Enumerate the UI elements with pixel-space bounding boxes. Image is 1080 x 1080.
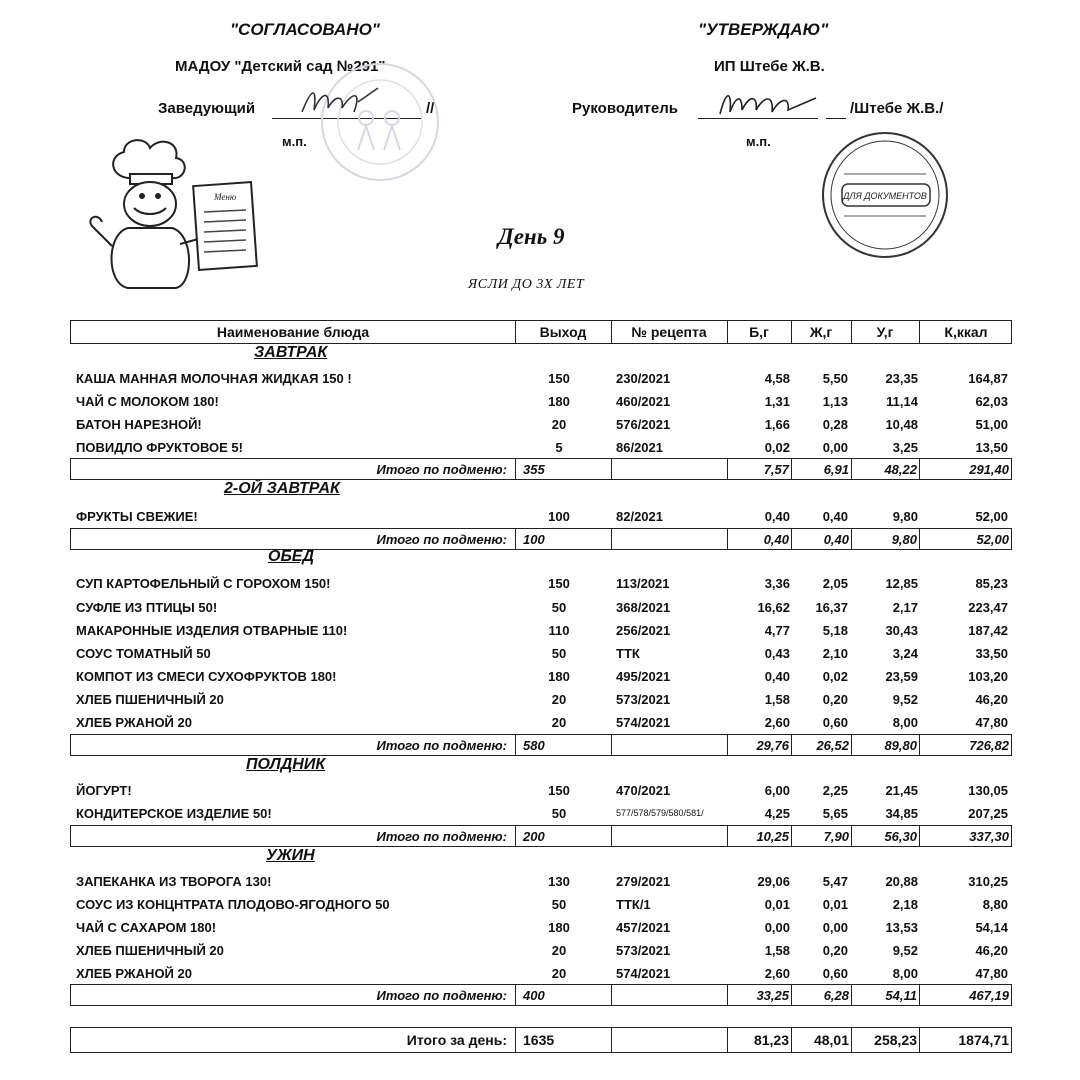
table-row <box>70 893 1012 915</box>
dish-protein: 4,25 <box>764 805 790 821</box>
total-empty <box>611 529 727 549</box>
table-row <box>70 390 1012 412</box>
dish-recipe: 573/2021 <box>616 691 671 707</box>
subtotal-row <box>70 458 1012 480</box>
table-row <box>70 802 1012 824</box>
total-k: 1874,71 <box>958 1032 1009 1048</box>
dish-fat: 0,01 <box>822 896 848 912</box>
dish-name: ХЛЕБ ПШЕНИЧНЫЙ 20 <box>76 942 224 958</box>
menu-table <box>70 0 1012 1080</box>
dish-carbs: 13,53 <box>885 919 918 935</box>
dish-name: ХЛЕБ РЖАНОЙ 20 <box>76 714 192 730</box>
dish-kcal: 46,20 <box>975 691 1008 707</box>
total-u: 56,30 <box>884 828 917 844</box>
dish-kcal: 62,03 <box>975 393 1008 409</box>
total-label: Итого по подменю: <box>376 987 507 1003</box>
dish-recipe: 574/2021 <box>616 965 671 981</box>
total-k: 467,19 <box>969 987 1009 1003</box>
dish-protein: 1,66 <box>764 416 790 432</box>
dish-carbs: 3,24 <box>892 645 918 661</box>
total-u: 89,80 <box>884 737 917 753</box>
dish-output: 110 <box>548 622 570 638</box>
dish-recipe: 573/2021 <box>616 942 671 958</box>
dish-fat: 2,25 <box>822 782 848 798</box>
dish-protein: 1,58 <box>764 942 790 958</box>
dish-name: ФРУКТЫ СВЕЖИЕ! <box>76 508 198 524</box>
dish-output: 180 <box>548 668 570 684</box>
section-title: ПОЛДНИК <box>246 756 326 773</box>
dish-kcal: 310,25 <box>968 873 1008 889</box>
dish-name: ХЛЕБ ПШЕНИЧНЫЙ 20 <box>76 691 224 707</box>
total-u: 9,80 <box>891 531 917 547</box>
total-z: 26,52 <box>816 737 849 753</box>
subtotal-row <box>70 825 1012 847</box>
dish-name: КОНДИТЕРСКОЕ ИЗДЕЛИЕ 50! <box>76 805 272 821</box>
dish-fat: 5,50 <box>822 370 848 386</box>
dish-protein: 0,43 <box>764 645 790 661</box>
dish-recipe: 368/2021 <box>616 599 671 615</box>
dish-fat: 0,40 <box>822 508 848 524</box>
dish-name: СОУС ИЗ КОНЦНТРАТА ПЛОДОВО-ЯГОДНОГО 50 <box>76 896 390 912</box>
dish-output: 150 <box>548 575 570 591</box>
total-out: 355 <box>523 461 545 477</box>
dish-name: СУП КАРТОФЕЛЬНЫЙ С ГОРОХОМ 150! <box>76 575 331 591</box>
total-empty <box>611 826 727 846</box>
total-label: Итого по подменю: <box>376 461 507 477</box>
dish-fat: 5,18 <box>822 622 848 638</box>
total-empty <box>611 735 727 755</box>
table-row <box>70 870 1012 892</box>
dish-protein: 2,60 <box>764 965 790 981</box>
dish-recipe: 113/2021 <box>616 575 670 591</box>
dish-output: 180 <box>548 919 570 935</box>
total-u: 48,22 <box>884 461 917 477</box>
total-u: 258,23 <box>874 1032 917 1048</box>
dish-protein: 4,77 <box>764 622 790 638</box>
total-u: 54,11 <box>885 987 917 1003</box>
dish-kcal: 33,50 <box>975 645 1008 661</box>
dish-protein: 16,62 <box>757 599 790 615</box>
total-b: 7,57 <box>763 461 789 477</box>
column-header-kcal: К,ккал <box>944 324 988 340</box>
subtotal-row <box>70 734 1012 756</box>
table-row <box>70 711 1012 733</box>
dish-name: ХЛЕБ РЖАНОЙ 20 <box>76 965 192 981</box>
dish-carbs: 9,52 <box>892 691 918 707</box>
dish-name: СОУС ТОМАТНЫЙ 50 <box>76 645 211 661</box>
total-out: 580 <box>523 737 545 753</box>
dish-protein: 0,01 <box>764 896 790 912</box>
approved-role: Руководитель <box>572 100 678 117</box>
menu-card-text: Меню <box>214 192 237 202</box>
table-row <box>70 505 1012 527</box>
table-row <box>70 779 1012 801</box>
dish-kcal: 223,47 <box>968 599 1008 615</box>
total-z: 7,90 <box>823 828 849 844</box>
dish-kcal: 52,00 <box>975 508 1008 524</box>
dish-kcal: 51,00 <box>975 416 1008 432</box>
dish-kcal: 103,20 <box>968 668 1008 684</box>
stamp-text: ДЛЯ ДОКУМЕНТОВ <box>843 191 927 201</box>
dish-name: ПОВИДЛО ФРУКТОВОЕ 5! <box>76 439 243 455</box>
total-z: 0,40 <box>823 531 849 547</box>
column-header-fat: Ж,г <box>809 324 833 340</box>
dish-carbs: 9,52 <box>892 942 918 958</box>
dish-output: 5 <box>555 439 563 455</box>
dish-recipe: 279/2021 <box>616 873 671 889</box>
dish-fat: 2,05 <box>822 575 848 591</box>
total-k: 291,40 <box>969 461 1009 477</box>
dish-name: ЗАПЕКАНКА ИЗ ТВОРОГА 130! <box>76 873 272 889</box>
dish-output: 20 <box>551 714 567 730</box>
dish-carbs: 2,17 <box>892 599 918 615</box>
total-k: 52,00 <box>976 531 1009 547</box>
table-row <box>70 367 1012 389</box>
dish-name: СУФЛЕ ИЗ ПТИЦЫ 50! <box>76 599 218 615</box>
dish-kcal: 187,42 <box>968 622 1008 638</box>
table-row <box>70 665 1012 687</box>
day-total-row <box>70 1027 1012 1053</box>
dish-carbs: 21,45 <box>885 782 918 798</box>
dish-protein: 1,58 <box>764 691 790 707</box>
dish-recipe: 460/2021 <box>616 393 671 409</box>
dish-output: 180 <box>548 393 570 409</box>
dish-carbs: 2,18 <box>892 896 918 912</box>
dish-output: 20 <box>551 942 567 958</box>
approved-seal-label: м.п. <box>746 134 771 149</box>
dish-protein: 4,58 <box>764 370 790 386</box>
dish-fat: 1,13 <box>822 393 848 409</box>
total-b: 33,25 <box>756 987 789 1003</box>
dish-kcal: 85,23 <box>975 575 1008 591</box>
dish-kcal: 164,87 <box>968 370 1008 386</box>
agreed-role-end: // <box>426 100 435 117</box>
column-header-output: Выход <box>539 324 587 340</box>
dish-fat: 0,20 <box>822 942 848 958</box>
dish-output: 20 <box>551 416 567 432</box>
dish-recipe: 86/2021 <box>616 439 663 455</box>
dish-output: 50 <box>551 599 567 615</box>
dish-recipe: 576/2021 <box>616 416 671 432</box>
dish-recipe: 230/2021 <box>616 370 671 386</box>
table-row <box>70 939 1012 961</box>
dish-fat: 0,20 <box>822 691 848 707</box>
dish-name: МАКАРОННЫЕ ИЗДЕЛИЯ ОТВАРНЫЕ 110! <box>76 622 348 638</box>
subtotal-row <box>70 528 1012 550</box>
total-z: 6,28 <box>823 987 849 1003</box>
dish-recipe: 577/578/579/580/581/ <box>616 808 704 818</box>
dish-output: 20 <box>551 691 567 707</box>
dish-output: 50 <box>551 805 567 821</box>
total-out: 400 <box>523 987 545 1003</box>
column-header-protein: Б,г <box>749 324 769 340</box>
dish-carbs: 12,85 <box>885 575 918 591</box>
table-row <box>70 436 1012 458</box>
dish-fat: 2,10 <box>822 645 848 661</box>
dish-carbs: 20,88 <box>885 873 918 889</box>
table-row <box>70 413 1012 435</box>
dish-carbs: 10,48 <box>885 416 918 432</box>
dish-kcal: 54,14 <box>975 919 1008 935</box>
dish-output: 50 <box>551 645 567 661</box>
total-out: 200 <box>523 828 545 844</box>
total-k: 726,82 <box>969 737 1009 753</box>
dish-carbs: 23,35 <box>885 370 918 386</box>
section-title: ОБЕД <box>268 548 314 565</box>
dish-name: ЧАЙ С МОЛОКОМ 180! <box>76 393 219 409</box>
table-row <box>70 596 1012 618</box>
dish-recipe: 574/2021 <box>616 714 671 730</box>
total-label: Итого за день: <box>406 1032 507 1048</box>
dish-protein: 0,40 <box>764 508 790 524</box>
table-row <box>70 572 1012 594</box>
dish-fat: 0,02 <box>822 668 848 684</box>
dish-fat: 0,00 <box>822 919 848 935</box>
age-group-subtitle: ЯСЛИ ДО 3Х ЛЕТ <box>468 277 585 292</box>
dish-name: БАТОН НАРЕЗНОЙ! <box>76 416 202 432</box>
total-b: 81,23 <box>753 1032 789 1048</box>
dish-carbs: 23,59 <box>885 668 918 684</box>
total-empty <box>611 459 727 479</box>
dish-carbs: 30,43 <box>885 622 918 638</box>
total-out: 1635 <box>523 1032 555 1048</box>
dish-carbs: 11,14 <box>886 393 918 409</box>
dish-fat: 0,00 <box>822 439 848 455</box>
agreed-role: Заведующий <box>158 100 256 117</box>
column-header-carbs: У,г <box>876 324 894 340</box>
column-header-recipe: № рецепта <box>631 324 707 340</box>
dish-recipe: 470/2021 <box>616 782 671 798</box>
dish-recipe: ТТК <box>616 645 640 661</box>
dish-output: 150 <box>548 782 570 798</box>
dish-kcal: 46,20 <box>975 942 1008 958</box>
table-row <box>70 688 1012 710</box>
dish-output: 150 <box>548 370 570 386</box>
section-title: 2-ОЙ ЗАВТРАК <box>224 480 340 497</box>
total-label: Итого по подменю: <box>376 828 507 844</box>
total-z: 6,91 <box>823 461 849 477</box>
dish-fat: 0,60 <box>822 965 848 981</box>
dish-protein: 2,60 <box>764 714 790 730</box>
subtotal-row <box>70 984 1012 1006</box>
total-label: Итого по подменю: <box>376 531 507 547</box>
dish-output: 130 <box>548 873 570 889</box>
approved-organization: ИП Штебе Ж.В. <box>714 58 825 75</box>
dish-carbs: 3,25 <box>892 439 918 455</box>
dish-carbs: 9,80 <box>892 508 918 524</box>
dish-kcal: 13,50 <box>975 439 1008 455</box>
total-label: Итого по подменю: <box>376 737 507 753</box>
dish-fat: 5,65 <box>822 805 848 821</box>
dish-protein: 0,40 <box>764 668 790 684</box>
total-b: 29,76 <box>756 737 789 753</box>
dish-carbs: 8,00 <box>892 965 918 981</box>
agreed-title: "СОГЛАСОВАНО" <box>230 20 380 39</box>
dish-fat: 5,47 <box>822 873 848 889</box>
dish-name: ЙОГУРТ! <box>76 782 132 798</box>
agreed-seal-label: м.п. <box>282 134 307 149</box>
dish-recipe: 82/2021 <box>616 508 663 524</box>
approved-role-end: /Штебе Ж.В./ <box>850 100 944 117</box>
total-b: 0,40 <box>763 531 789 547</box>
total-empty <box>611 1028 727 1052</box>
dish-output: 100 <box>548 508 570 524</box>
total-b: 10,25 <box>756 828 789 844</box>
dish-recipe: 495/2021 <box>616 668 671 684</box>
dish-recipe: 457/2021 <box>616 919 671 935</box>
column-header-name: Наименование блюда <box>216 324 370 340</box>
dish-protein: 1,31 <box>764 393 790 409</box>
dish-fat: 0,60 <box>822 714 848 730</box>
section-title: УЖИН <box>266 847 315 864</box>
table-header-row <box>70 320 1012 344</box>
table-row <box>70 916 1012 938</box>
agreed-organization: МАДОУ "Детский сад №291" <box>175 58 386 75</box>
dish-name: КАША МАННАЯ МОЛОЧНАЯ ЖИДКАЯ 150 ! <box>76 370 352 386</box>
dish-protein: 6,00 <box>764 782 790 798</box>
dish-kcal: 47,80 <box>975 965 1008 981</box>
section-title: ЗАВТРАК <box>254 344 328 361</box>
table-row <box>70 642 1012 664</box>
dish-name: ЧАЙ С САХАРОМ 180! <box>76 919 217 935</box>
total-z: 48,01 <box>813 1032 849 1048</box>
approved-title: "УТВЕРЖДАЮ" <box>698 20 829 39</box>
dish-fat: 0,28 <box>822 416 848 432</box>
table-row <box>70 962 1012 984</box>
dish-fat: 16,37 <box>815 599 848 615</box>
dish-protein: 3,36 <box>764 575 790 591</box>
dish-protein: 29,06 <box>757 873 790 889</box>
dish-kcal: 47,80 <box>975 714 1008 730</box>
dish-recipe: ТТК/1 <box>616 896 651 912</box>
day-title: День 9 <box>498 224 565 249</box>
dish-name: КОМПОТ ИЗ СМЕСИ СУХОФРУКТОВ 180! <box>76 668 337 684</box>
dish-carbs: 8,00 <box>892 714 918 730</box>
total-out: 100 <box>523 531 545 547</box>
dish-output: 50 <box>551 896 567 912</box>
total-k: 337,30 <box>969 828 1009 844</box>
dish-kcal: 130,05 <box>968 782 1008 798</box>
dish-kcal: 207,25 <box>968 805 1008 821</box>
dish-protein: 0,02 <box>764 439 790 455</box>
dish-output: 20 <box>551 965 567 981</box>
dish-carbs: 34,85 <box>885 805 918 821</box>
total-empty <box>611 985 727 1005</box>
dish-recipe: 256/2021 <box>616 622 671 638</box>
dish-kcal: 8,80 <box>982 896 1008 912</box>
table-row <box>70 619 1012 641</box>
dish-protein: 0,00 <box>764 919 790 935</box>
